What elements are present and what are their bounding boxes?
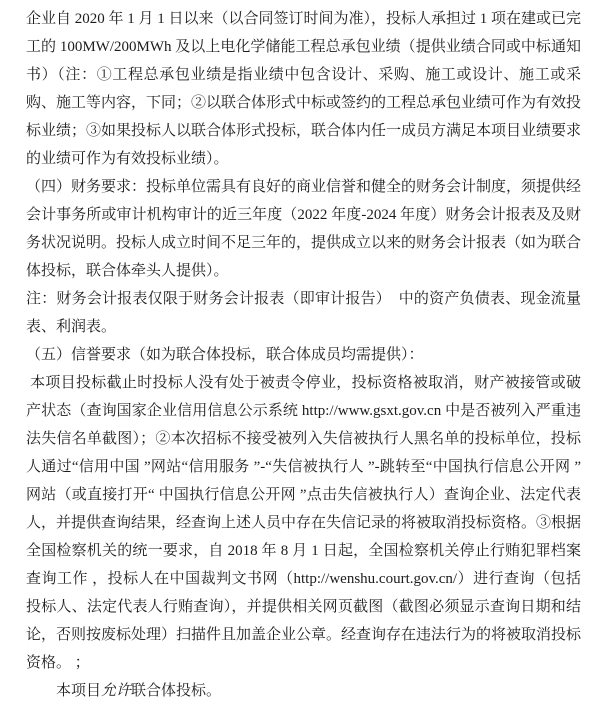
finance-requirement-paragraph: （四）财务要求：投标单位需具有良好的商业信誉和健全的财务会计制度，须提供经会计事务所或审计机构审计的近三年度（2022 年度-2024 年度）财务会计报表及及财务状况说明。投标人成立时间不足三年的，提供成立以来的财务会计报表（如为联合体投标，联合体牵头人提供）。 [26,179,582,279]
consortium-statement-emphasis: 允许 [101,683,132,699]
credit-requirement-paragraph: 本项目投标截止时投标人没有处于被责令停业，投标资格被取消，财产被接管或破产状态（查询国家企业信用信息公示系统 http://www.gsxt.gov.cn 中是否被列入严重违法失信名单截图）；②本次招标不接受被列入失信被执行人黑名单的投标单位，投标人通过“信用中国 ”网站“信用服务 ”-“失信被执行人 ”-跳转至“中国执行信息公开网 ”网站（或直接打开“ 中国执行信息公开网 ”点击失信被执行人）查询企业、法定代表人，并提供查询结果，经查询上述人员中存在失信记录的将被取消投标资格。③根据全国检察机关的统一要求，自 2018 年 8 月 1 日起，全国检察机关停止行贿犯罪档案查询工作 ，投标人在中国裁判文书网（http://wenshu.court.gov.cn/）进行查询（包括投标人、法定代表人行贿查询），并提供相关网页截图（截图必须显示查询日期和结论，否则按废标处理）扫描件且加盖企业公章。经查询存在违法行为的将被取消投标资格。 ； [26,375,582,671]
consortium-statement [26,677,581,705]
experience-requirement-paragraph: 企业自 2020 年 1 月 1 日以来（以合同签订时间为准），投标人承担过 1 项在建或已完工的 100MW/200MWh 及以上电化学储能工程总承包业绩（提供业绩合同或中标通知书）（注：①工程总承包业绩是指业绩中包含设计、采购、施工或设计、施工或采购、施工等内容，下同；②以联合体形式中标或签约的工程总承包业绩可作为有效投标业绩；③如果投标人以联合体形式投标，联合体内任一成员方满足本项目业绩要求的业绩可作为有效投标业绩）。 [26,11,582,167]
consortium-statement-suffix: 联合体投标。 [131,683,222,699]
finance-note-paragraph: 注：财务会计报表仅限于财务会计报表（即审计报告） 中的资产负债表、现金流量表、利润表。 [26,291,581,335]
credit-requirement-heading: （五）信誉要求（如为联合体投标，联合体成员均需提供）： [26,347,424,363]
consortium-statement-prefix: 本项目 [56,683,102,699]
